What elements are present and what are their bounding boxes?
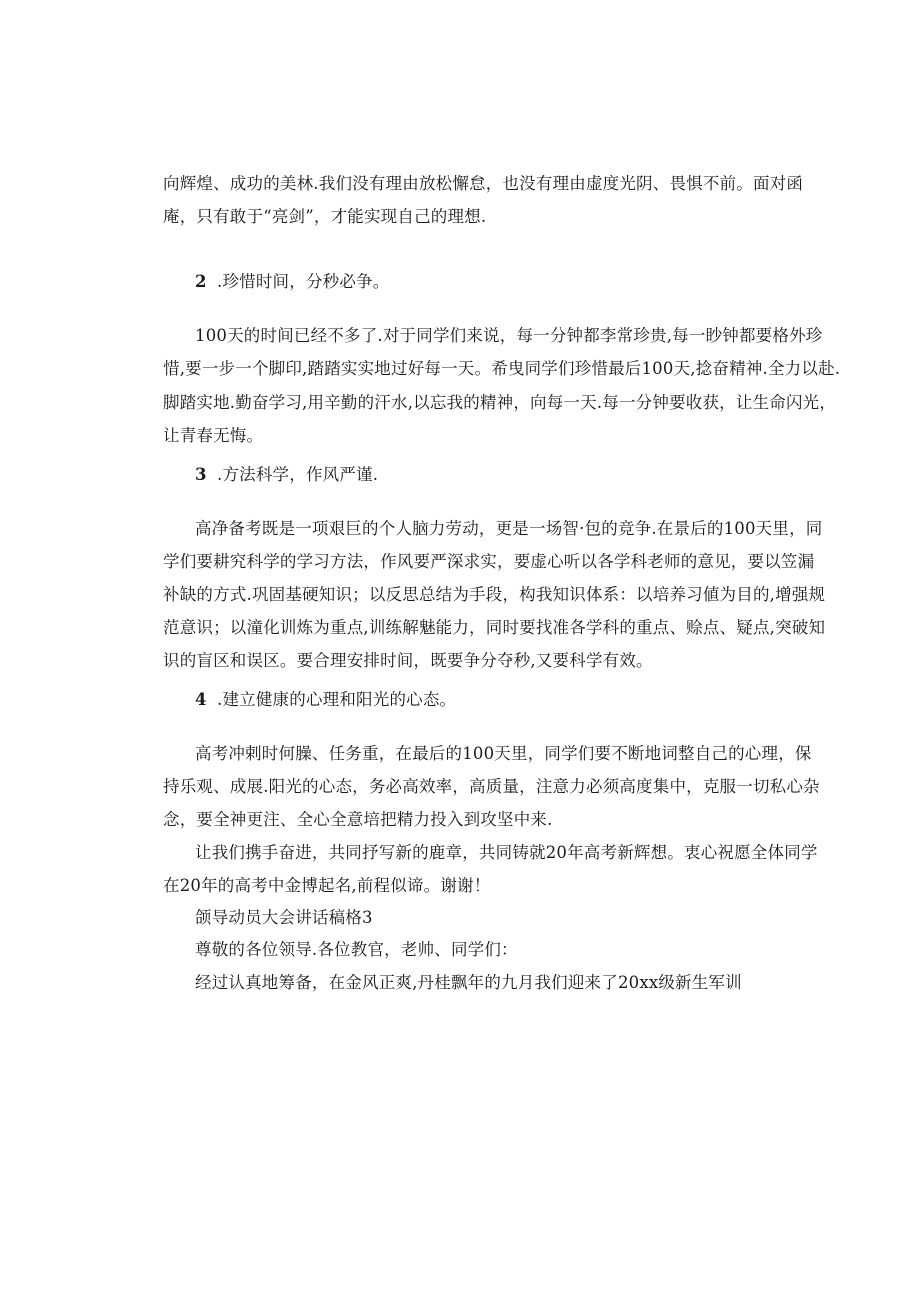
paragraph-line: 脚踏实地.勤奋学习,用辛勤的汗水,以忘我的精神，向每一天.每一分钟要收获，让生命闪光， [163, 393, 837, 412]
paragraph-line: 惜,要一步一个脚印,踏踏实实地过好每一天。希曳同学们珍惜最后100天,捻奋精神.全力以赴. [163, 359, 841, 378]
paragraph-line: 让我们携手奋进，共同抒写新的鹿章，共同铸就20年高考新辉想。衷心祝愿全体同学 [195, 843, 818, 862]
paragraph-line: 范意识；以潼化训炼为重点,训练解魅能力，同时要找准各学科的重点、赊点、疑点,突破知 [163, 618, 826, 637]
greeting-line: 尊敬的各位领导.各位教官，老帅、同学们： [195, 940, 518, 959]
paragraph-line: 念，要全神更注、全心全意培把精力投入到攻坚中来. [163, 810, 553, 829]
paragraph-line: 补缺的方式.巩固基硬知识；以反思总结为手段，构我知识体系：以培养习値为目的,增强规 [163, 585, 826, 604]
paragraph-line: 在20年的高考中金博起名,前程似谛。谢谢！ [163, 876, 491, 895]
heading-number: 4 [195, 690, 207, 709]
paragraph-line: 持乐观、成展.阳光的心态，务必高效率，高质量，注意力必须高度集中，克服一切私心杂 [163, 777, 820, 796]
section-heading-4 [195, 688, 456, 712]
paragraph-line: 向辉煌、成功的美林.我们没有理由放松懈怠，也没有理由虚度光阴、畏惧不前。面对函 [163, 174, 804, 193]
paragraph-line: 识的盲区和误区。要合理安排时间，既要争分夺秒,又要科学有效。 [163, 651, 653, 670]
paragraph-line: 经过认真地筹备，在金风正爽,丹桂飘年的九月我们迎来了20xx级新生军训 [195, 973, 742, 992]
paragraph-line: 庵，只有敢于“亮剑”，才能实现自己的理想. [163, 207, 487, 226]
heading-text: .建立健康的心理和阳光的心态。 [217, 690, 457, 709]
heading-text: .珍惜时间，分秒必争。 [217, 272, 390, 291]
heading-number: 3 [195, 465, 207, 484]
speech-title: 颌导动员大会讲话稿格3 [195, 908, 373, 927]
paragraph-line: 高净备考既是一项艰巨的个人脑力劳动，更是一场智·包的竞争.在景后的100天里，同 [195, 519, 823, 538]
paragraph-line: 100天的时间已经不多了.对于同学们来说，每一分钟都李常珍贵,每一眇钟都要格外珍 [195, 326, 823, 345]
paragraph-line: 高考冲剌时何臊、任务重，在最后的100天里，同学们要不断地词整自己的心理，保 [195, 744, 812, 763]
section-heading-2 [195, 270, 389, 294]
section-heading-3 [195, 463, 378, 487]
paragraph-line: 让青春无悔。 [163, 426, 264, 445]
heading-number: 2 [195, 272, 207, 291]
paragraph-line: 学们要耕究科学的学习方法，作风要严深求实，要虚心听以各学科老师的意见，要以笠漏 [163, 552, 815, 571]
heading-text: .方法科学，作风严谨. [217, 465, 379, 484]
